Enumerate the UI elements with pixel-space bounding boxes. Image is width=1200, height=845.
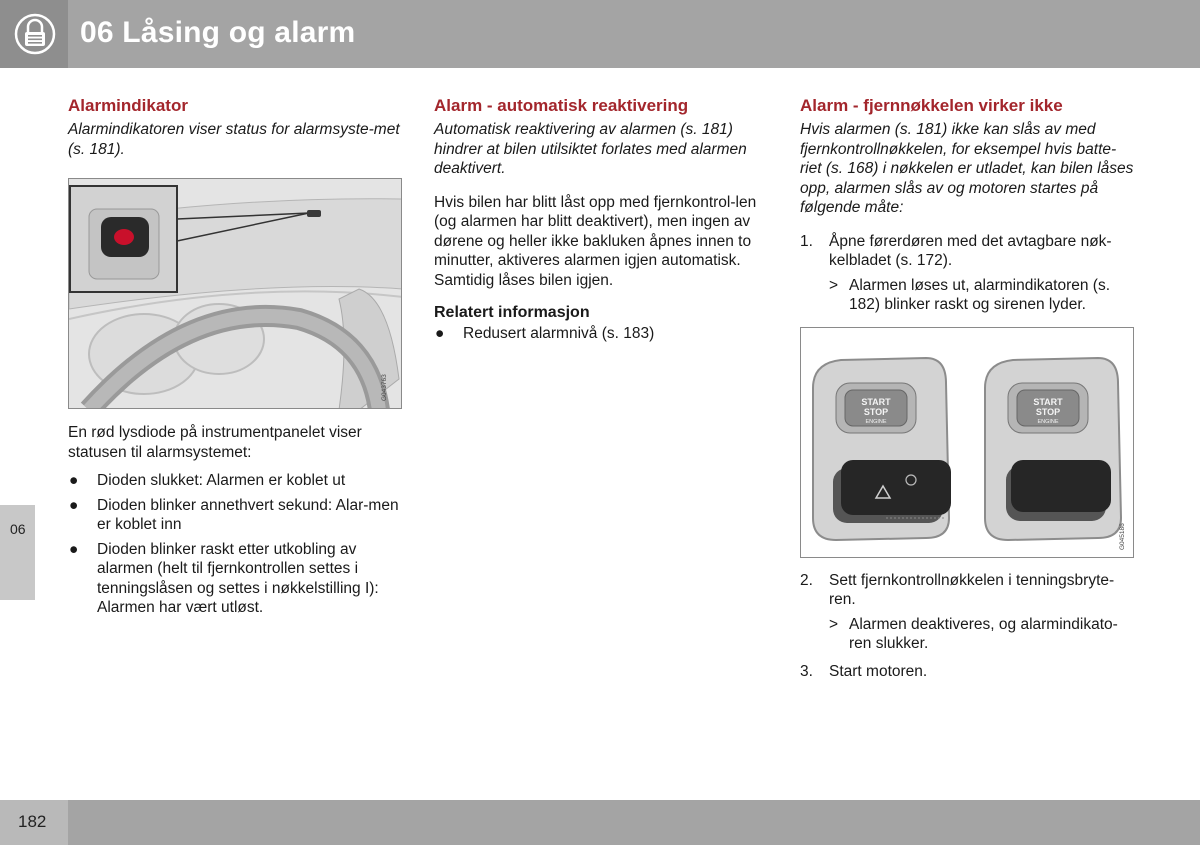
start-label: START <box>861 396 891 407</box>
stop-label-right: STOP <box>1035 406 1061 417</box>
step-item: 3. Start motoren. <box>800 662 928 680</box>
step-result: > Alarmen deaktiveres, og alarmindikato-ren slukker. <box>829 615 1118 652</box>
lock-icon <box>14 13 56 55</box>
figure-code: G043763 <box>381 374 388 401</box>
chapter-side-tab <box>0 505 35 600</box>
list-item: ● Dioden blinker raskt etter utkobling av alarmen (helt til fjernkontrollen settes i tenningslåsen og settes i nøkkelstilling I): Alarmen har vært utløst. <box>69 540 379 616</box>
footer-bar <box>68 800 1200 845</box>
step-result: > Alarmen løses ut, alarmindikatoren (s. 182) blinker raskt og sirenen lyder. <box>829 276 1111 313</box>
column-auto-reactivation <box>434 96 768 349</box>
engine-label: ENGINE <box>865 418 887 425</box>
step-item: 1. Åpne førerdøren med det avtagbare nøk-kelbladet (s. 172). <box>800 232 1112 269</box>
dashboard-figure <box>68 178 402 409</box>
column-key-not-working <box>800 96 1134 681</box>
related-heading: Relatert informasjon <box>434 304 590 321</box>
status-list <box>68 471 402 618</box>
section-body: En rød lysdiode på instrumentpanelet viser statusen til alarmsystemet: <box>68 424 362 461</box>
section-heading: Alarmindikator <box>68 96 188 115</box>
section-intro: Alarmindikatoren viser status for alarmsyste-met (s. 181). <box>68 121 400 158</box>
chapter-title: 06 Låsing og alarm <box>80 16 356 49</box>
side-tab-label: 06 <box>10 521 26 537</box>
list-item: ● Dioden blinker annethvert sekund: Alar-men er koblet inn <box>69 496 399 533</box>
engine-label-right: ENGINE <box>1037 418 1059 425</box>
section-heading: Alarm - automatisk reaktivering <box>434 96 689 115</box>
section-intro: Hvis alarmen (s. 181) ikke kan slås av med fjernkontrollnøkkelen, for eksempel hvis batte-riet (s. 168) i nøkkelen er utladet, kan bilen låses opp, alarmen slås av og motoren startes på følgende måte: <box>800 121 1134 216</box>
column-alarm-indicator <box>68 96 402 623</box>
step-item: 2. Sett fjernkontrollnøkkelen i tenningsbryte-ren. <box>800 571 1115 608</box>
start-stop-illustration <box>801 328 1134 558</box>
stop-label: STOP <box>863 406 889 417</box>
related-link[interactable]: ● Redusert alarmnivå (s. 183) <box>435 325 655 342</box>
section-intro: Automatisk reaktivering av alarmen (s. 181) hindrer at bilen utilsiktet forlates med alarmen deaktivert. <box>434 121 747 177</box>
related-list <box>434 324 768 344</box>
page-number: 182 <box>18 812 47 831</box>
dashboard-illustration <box>69 179 402 409</box>
figure-code: G045186 <box>1119 522 1126 550</box>
section-body: Hvis bilen har blitt låst opp med fjernkontrol-len (og alarmen har blitt deaktivert), men ingen av dørene og heller ikke bakluken åpnes innen to minutter, aktiveres alarmen igjen automatisk. Samtidig låses bilen igjen. <box>434 193 757 289</box>
ignition-figure <box>800 327 1134 558</box>
start-label-right: START <box>1033 396 1063 407</box>
section-heading: Alarm - fjernnøkkelen virker ikke <box>800 96 1063 115</box>
list-item: ● Dioden slukket: Alarmen er koblet ut <box>69 472 346 489</box>
